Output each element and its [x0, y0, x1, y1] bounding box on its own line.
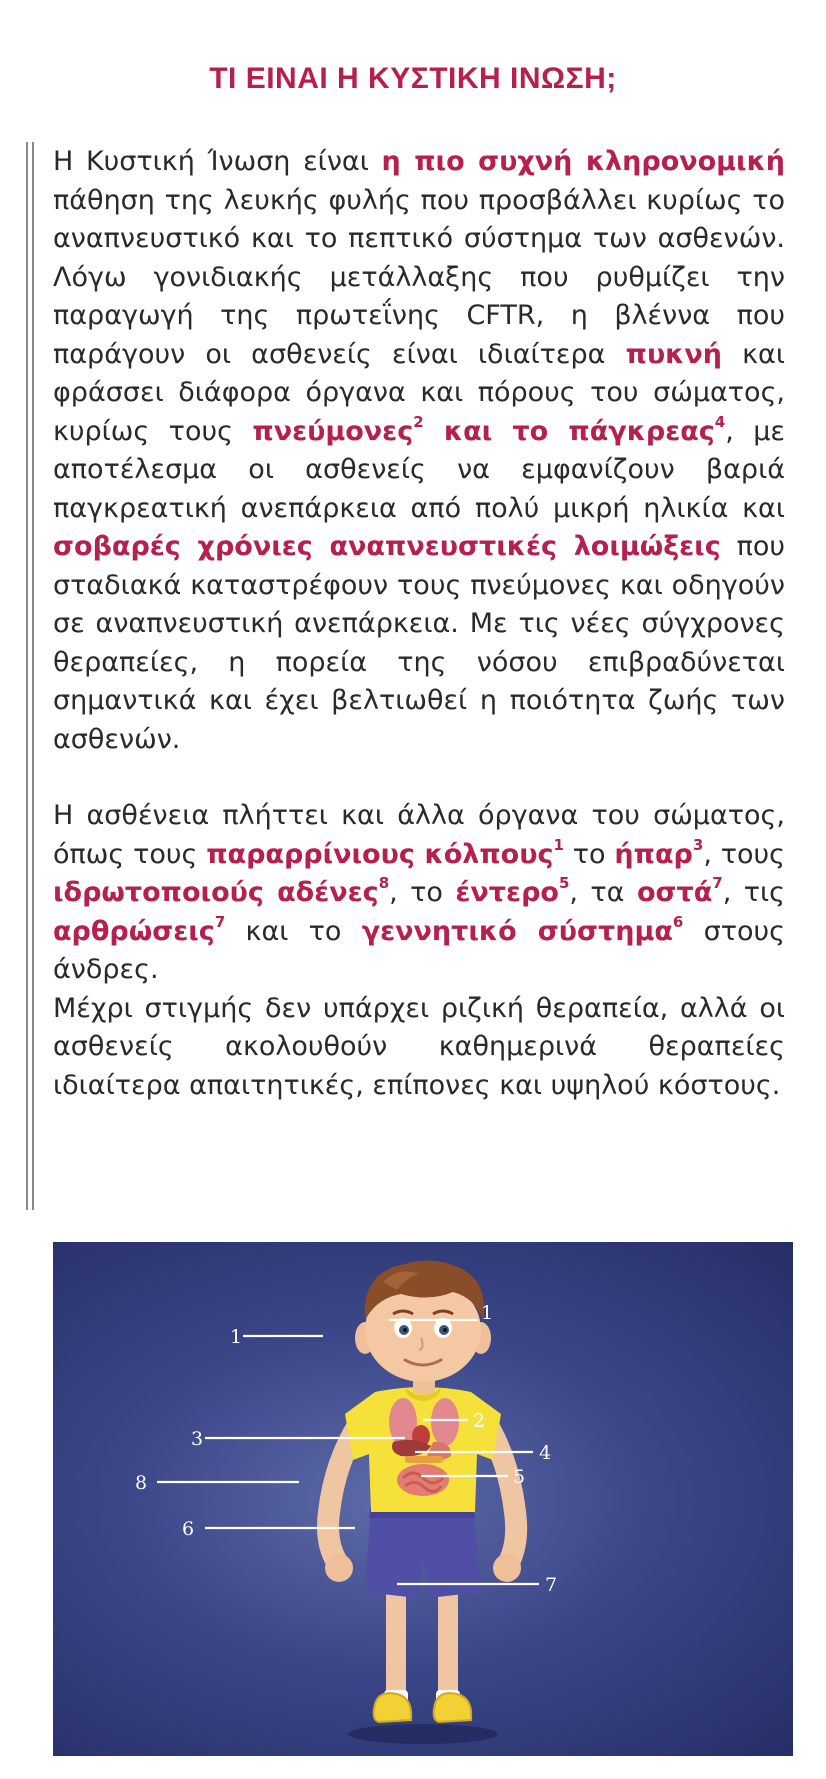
text-run: και φράσσει διάφορα όργανα και πόρους του σώματος, κυρίως τους: [53, 338, 785, 447]
highlight-liver: ήπαρ: [614, 838, 693, 870]
text-run: που σταδιακά καταστρέφουν τους πνεύμονες και οδηγούν σε αναπνευστική ανεπάρκεια. Με τις νέες σύγχρονες θεραπείες, η πορεία της νόσου επιβραδύνεται σημαντικά και έχει βελτιωθεί η ποιότητα ζωής των ασθενών.: [53, 531, 785, 755]
page-title: ΤΙ ΕΙΝΑΙ Η ΚΥΣΤΙΚΗ ΙΝΩΣΗ;: [209, 62, 617, 95]
text-run: και το: [225, 915, 362, 947]
label-2: 2: [473, 1410, 486, 1432]
label-1-left: 1: [230, 1326, 243, 1348]
body-text: [53, 143, 785, 1105]
boy-anatomy-illustration: [53, 1242, 793, 1756]
highlight-hereditary: η πιο συχνή κληρονομική: [381, 146, 785, 177]
text-run: το: [563, 838, 615, 870]
paragraph-other-organs: [53, 797, 785, 990]
highlight-infections: σοβαρές χρόνιες αναπνευστικές λοιμώξεις: [53, 531, 721, 562]
label-8: 8: [135, 1472, 148, 1494]
highlight-intestine: έντερο: [455, 877, 559, 908]
highlight-joints: αρθρώσεις: [53, 915, 215, 947]
left-rule: [26, 142, 28, 1210]
ref-3: 3: [692, 835, 704, 854]
label-7: 7: [545, 1574, 558, 1596]
paragraph-treatment: Μέχρι στιγμής δεν υπάρχει ριζική θεραπεία, αλλά οι ασθενείς ακολουθούν καθημερινά θεραπείες ιδιαίτερα απαιτητικές, επίπονες και υψηλού κόστους.: [53, 992, 785, 1101]
text-run: , με αποτέλεσμα οι ασθενείς να εμφανίζουν βαριά παγκρεατική ανεπάρκεια από πολύ μικρή ηλικία και: [53, 415, 786, 524]
label-5: 5: [513, 1466, 526, 1488]
text-run: Η Κυστική Ίνωση είναι: [53, 146, 382, 177]
highlight-pancreas: και το πάγκρεας: [423, 415, 715, 447]
ref-1: 1: [553, 835, 564, 854]
label-1-right: 1: [481, 1302, 494, 1324]
highlight-sweat-glands: ιδρωτοποιούς αδένες: [53, 877, 379, 908]
ref-8: 8: [378, 874, 390, 892]
highlight-bones: οστά: [636, 877, 713, 908]
ref-5: 5: [558, 874, 570, 892]
label-6: 6: [182, 1518, 195, 1540]
ref-4: 4: [714, 412, 726, 431]
text-run: Η ασθένεια πλήττει και άλλα όργανα του σώματος, όπως τους: [53, 800, 785, 870]
text-run: πάθηση της λευκής φυλής που προσβάλλει κυρίως το αναπνευστικό και το πεπτικό σύστημα των ασθενών. Λόγω γονιδιακής μετάλλαξης που ρυθμίζει την παραγωγή της πρωτεΐνης CFTR, η βλέννα που παράγουν οι ασθενείς είναι ιδιαίτερα: [53, 184, 785, 370]
label-4: 4: [539, 1442, 552, 1464]
text-run: , τα: [569, 877, 637, 908]
ref-7b: 7: [214, 912, 226, 931]
text-run: στους άνδρες.: [53, 915, 785, 985]
text-run: , τους: [703, 838, 785, 870]
paragraph-definition: [53, 143, 785, 759]
left-rule-inner: [32, 142, 34, 1210]
label-3: 3: [191, 1428, 204, 1450]
ref-6: 6: [672, 912, 684, 931]
highlight-lungs: πνεύμονες: [252, 415, 414, 447]
text-run: , το: [389, 877, 456, 908]
text-run: , τις: [722, 877, 786, 908]
ref-7: 7: [712, 874, 723, 892]
highlight-thick: πυκνή: [625, 338, 722, 370]
anatomy-figure: [53, 1242, 793, 1756]
highlight-sinuses: παραρρίνιους κόλπους: [206, 838, 554, 870]
highlight-reproductive: γεννητικό σύστημα: [361, 915, 673, 947]
ref-2: 2: [413, 412, 424, 431]
